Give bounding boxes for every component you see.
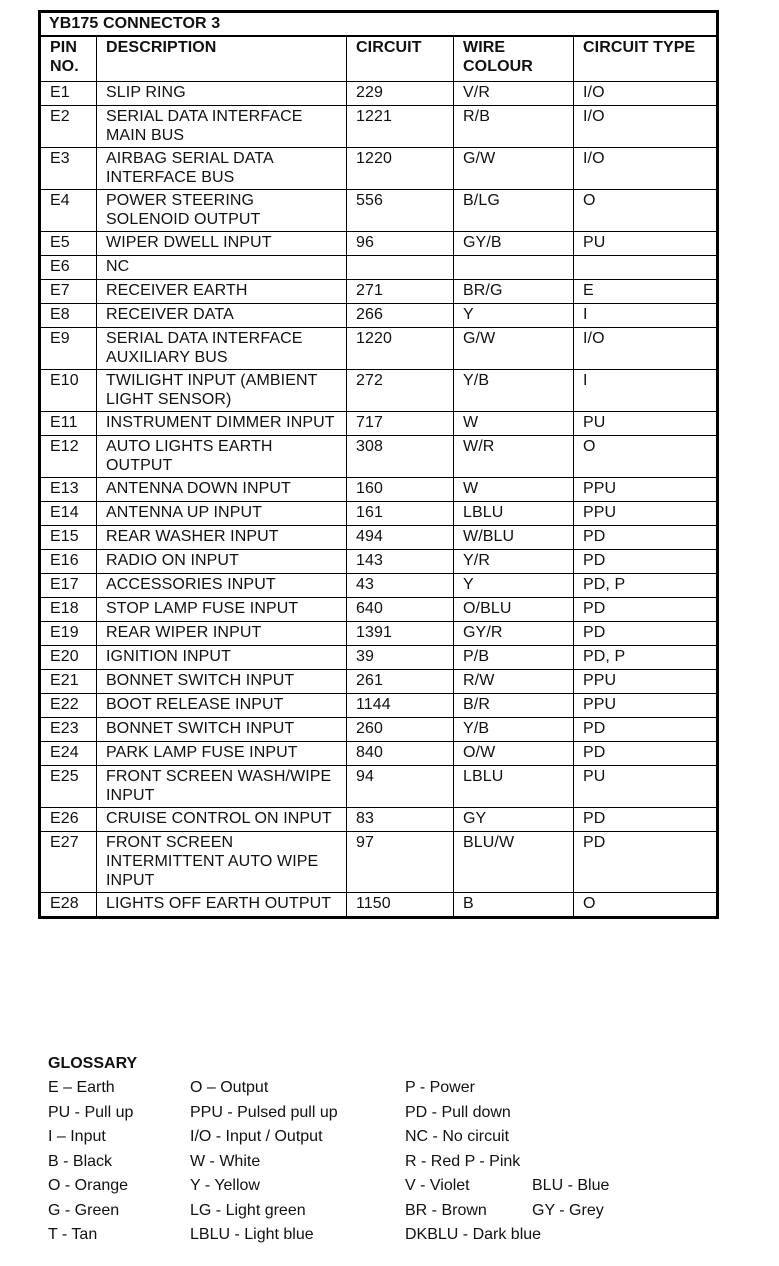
glossary-entry: PD - Pull down — [405, 1103, 511, 1121]
glossary-entry: V - Violet — [405, 1177, 470, 1194]
pin-cell: E3 — [40, 148, 97, 190]
circuit-type-cell: PD — [574, 622, 718, 646]
glossary-entry: LG - Light green — [190, 1201, 306, 1219]
header-wire-colour: WIRE COLOUR — [454, 36, 574, 82]
pin-cell: E18 — [40, 598, 97, 622]
glossary-entry: P - Power — [405, 1079, 475, 1096]
pin-cell: E5 — [40, 232, 97, 256]
pin-cell: E2 — [40, 106, 97, 148]
circuit-cell: 94 — [347, 766, 454, 808]
glossary-row — [48, 1103, 748, 1128]
circuit-type-cell: I/O — [574, 328, 718, 370]
description-cell: ANTENNA DOWN INPUT — [97, 478, 347, 502]
circuit-cell: 640 — [347, 598, 454, 622]
circuit-type-cell: O — [574, 436, 718, 478]
glossary-title: GLOSSARY — [48, 1055, 138, 1072]
glossary-entry: BLU - Blue — [532, 1177, 610, 1194]
circuit-type-cell: E — [574, 280, 718, 304]
table-row — [40, 232, 718, 256]
table-row — [40, 256, 718, 280]
glossary-entry: W - White — [190, 1152, 261, 1170]
table-row — [40, 526, 718, 550]
description-cell: SERIAL DATA INTERFACE AUXILIARY BUS — [97, 328, 347, 370]
wire-colour-cell: W — [454, 478, 574, 502]
wire-colour-cell: B — [454, 893, 574, 918]
pin-cell: E1 — [40, 82, 97, 106]
circuit-type-cell: PD — [574, 598, 718, 622]
circuit-type-cell: PD — [574, 742, 718, 766]
wire-colour-cell: LBLU — [454, 502, 574, 526]
description-cell: FRONT SCREEN WASH/WIPE INPUT — [97, 766, 347, 808]
description-cell: SLIP RING — [97, 82, 347, 106]
glossary-entry: LBLU - Light blue — [190, 1226, 314, 1243]
circuit-type-cell: PD — [574, 550, 718, 574]
header-description: DESCRIPTION — [97, 36, 347, 82]
circuit-type-cell: I/O — [574, 82, 718, 106]
pin-cell: E15 — [40, 526, 97, 550]
wire-colour-cell: B/LG — [454, 190, 574, 232]
description-cell: WIPER DWELL INPUT — [97, 232, 347, 256]
pin-cell: E24 — [40, 742, 97, 766]
glossary-entry: T - Tan — [48, 1226, 98, 1243]
circuit-type-cell: PPU — [574, 478, 718, 502]
pin-cell: E21 — [40, 670, 97, 694]
circuit-cell: 494 — [347, 526, 454, 550]
description-cell: AIRBAG SERIAL DATA INTERFACE BUS — [97, 148, 347, 190]
pin-cell: E17 — [40, 574, 97, 598]
table-row — [40, 82, 718, 106]
circuit-cell: 43 — [347, 574, 454, 598]
table-row — [40, 550, 718, 574]
circuit-type-cell: PD — [574, 718, 718, 742]
wire-colour-cell: P/B — [454, 646, 574, 670]
circuit-cell: 143 — [347, 550, 454, 574]
wire-colour-cell: Y/R — [454, 550, 574, 574]
table-row — [40, 574, 718, 598]
description-cell: REAR WASHER INPUT — [97, 526, 347, 550]
circuit-cell: 272 — [347, 370, 454, 412]
glossary-entry: Y - Yellow — [190, 1177, 260, 1194]
description-cell: AUTO LIGHTS EARTH OUTPUT — [97, 436, 347, 478]
circuit-type-cell: PD, P — [574, 574, 718, 598]
description-cell: RECEIVER EARTH — [97, 280, 347, 304]
circuit-cell: 260 — [347, 718, 454, 742]
circuit-type-cell: PU — [574, 232, 718, 256]
glossary-entry: E – Earth — [48, 1079, 115, 1096]
glossary-entry: I/O - Input / Output — [190, 1128, 323, 1145]
circuit-type-cell: I/O — [574, 148, 718, 190]
wire-colour-cell: W/BLU — [454, 526, 574, 550]
glossary-row — [48, 1225, 748, 1250]
circuit-type-cell: PU — [574, 412, 718, 436]
header-circuit-type: CIRCUIT TYPE — [574, 36, 718, 82]
pin-cell: E4 — [40, 190, 97, 232]
circuit-cell: 1220 — [347, 328, 454, 370]
pin-cell: E16 — [40, 550, 97, 574]
wire-colour-cell: G/W — [454, 328, 574, 370]
table-row — [40, 304, 718, 328]
description-cell: BONNET SWITCH INPUT — [97, 670, 347, 694]
glossary-entry: O – Output — [190, 1079, 269, 1096]
glossary — [48, 1054, 748, 1250]
wire-colour-cell: R/B — [454, 106, 574, 148]
description-cell: LIGHTS OFF EARTH OUTPUT — [97, 893, 347, 918]
description-cell: REAR WIPER INPUT — [97, 622, 347, 646]
description-cell: IGNITION INPUT — [97, 646, 347, 670]
wire-colour-cell: GY/B — [454, 232, 574, 256]
pin-cell: E10 — [40, 370, 97, 412]
pin-cell: E7 — [40, 280, 97, 304]
circuit-type-cell: PPU — [574, 502, 718, 526]
description-cell: FRONT SCREEN INTERMITTENT AUTO WIPE INPUT — [97, 832, 347, 893]
glossary-entry: GY - Grey — [532, 1201, 604, 1219]
table-title: YB175 CONNECTOR 3 — [40, 12, 718, 37]
table-row — [40, 646, 718, 670]
glossary-entry: O - Orange — [48, 1177, 129, 1194]
pin-cell: E19 — [40, 622, 97, 646]
glossary-rows — [48, 1078, 748, 1250]
table-row — [40, 766, 718, 808]
wire-colour-cell: W — [454, 412, 574, 436]
glossary-row — [48, 1176, 748, 1201]
wire-colour-cell: O/BLU — [454, 598, 574, 622]
wire-colour-cell: LBLU — [454, 766, 574, 808]
table-row — [40, 478, 718, 502]
circuit-cell: 161 — [347, 502, 454, 526]
circuit-type-cell: PD, P — [574, 646, 718, 670]
wire-colour-cell: O/W — [454, 742, 574, 766]
glossary-entry: BR - Brown — [405, 1201, 487, 1219]
pin-cell: E27 — [40, 832, 97, 893]
circuit-type-cell: O — [574, 893, 718, 918]
circuit-type-cell: PD — [574, 832, 718, 893]
glossary-row — [48, 1152, 748, 1177]
wire-colour-cell: W/R — [454, 436, 574, 478]
wire-colour-cell: GY — [454, 808, 574, 832]
circuit-cell: 1221 — [347, 106, 454, 148]
circuit-cell: 266 — [347, 304, 454, 328]
table-row — [40, 808, 718, 832]
table-row — [40, 670, 718, 694]
description-cell: SERIAL DATA INTERFACE MAIN BUS — [97, 106, 347, 148]
circuit-cell: 97 — [347, 832, 454, 893]
circuit-type-cell: PPU — [574, 694, 718, 718]
circuit-cell: 717 — [347, 412, 454, 436]
wire-colour-cell: GY/R — [454, 622, 574, 646]
pin-cell: E6 — [40, 256, 97, 280]
circuit-type-cell: O — [574, 190, 718, 232]
circuit-cell: 271 — [347, 280, 454, 304]
description-cell: POWER STEERING SOLENOID OUTPUT — [97, 190, 347, 232]
glossary-entry: R - Red P - Pink — [405, 1152, 521, 1170]
table-row — [40, 622, 718, 646]
glossary-entry: PPU - Pulsed pull up — [190, 1103, 338, 1121]
description-cell: ANTENNA UP INPUT — [97, 502, 347, 526]
circuit-cell: 96 — [347, 232, 454, 256]
circuit-type-cell: PD — [574, 526, 718, 550]
table-row — [40, 148, 718, 190]
description-cell: BONNET SWITCH INPUT — [97, 718, 347, 742]
wire-colour-cell: BLU/W — [454, 832, 574, 893]
pin-cell: E28 — [40, 893, 97, 918]
circuit-cell: 1220 — [347, 148, 454, 190]
description-cell: NC — [97, 256, 347, 280]
pin-cell: E20 — [40, 646, 97, 670]
glossary-row — [48, 1078, 748, 1103]
glossary-entry: B - Black — [48, 1152, 113, 1170]
wire-colour-cell: B/R — [454, 694, 574, 718]
circuit-cell: 160 — [347, 478, 454, 502]
circuit-cell: 556 — [347, 190, 454, 232]
table-row — [40, 412, 718, 436]
table-row — [40, 832, 718, 893]
description-cell: RADIO ON INPUT — [97, 550, 347, 574]
table-row — [40, 436, 718, 478]
circuit-type-cell: PD — [574, 808, 718, 832]
pin-cell: E8 — [40, 304, 97, 328]
wire-colour-cell: Y/B — [454, 370, 574, 412]
table-row — [40, 328, 718, 370]
circuit-type-cell: PU — [574, 766, 718, 808]
table-body — [40, 82, 718, 918]
circuit-type-cell: I/O — [574, 106, 718, 148]
wire-colour-cell: R/W — [454, 670, 574, 694]
header-pin-no: PIN NO. — [40, 36, 97, 82]
table-row — [40, 718, 718, 742]
wire-colour-cell: G/W — [454, 148, 574, 190]
glossary-entry: PU - Pull up — [48, 1103, 134, 1121]
description-cell: CRUISE CONTROL ON INPUT — [97, 808, 347, 832]
wire-colour-cell: Y — [454, 574, 574, 598]
wire-colour-cell: V/R — [454, 82, 574, 106]
table-row — [40, 742, 718, 766]
description-cell: STOP LAMP FUSE INPUT — [97, 598, 347, 622]
circuit-cell: 1391 — [347, 622, 454, 646]
table-row — [40, 280, 718, 304]
pin-cell: E9 — [40, 328, 97, 370]
circuit-cell: 83 — [347, 808, 454, 832]
circuit-cell: 261 — [347, 670, 454, 694]
description-cell: RECEIVER DATA — [97, 304, 347, 328]
description-cell: TWILIGHT INPUT (AMBIENT LIGHT SENSOR) — [97, 370, 347, 412]
table-row — [40, 893, 718, 918]
glossary-entry: I – Input — [48, 1128, 106, 1145]
description-cell: INSTRUMENT DIMMER INPUT — [97, 412, 347, 436]
table-row — [40, 106, 718, 148]
glossary-entry: G - Green — [48, 1201, 120, 1219]
glossary-entry: NC - No circuit — [405, 1128, 510, 1145]
circuit-cell: 39 — [347, 646, 454, 670]
pin-cell: E23 — [40, 718, 97, 742]
circuit-cell: 1150 — [347, 893, 454, 918]
connector-pinout-table — [38, 10, 719, 919]
glossary-entry: DKBLU - Dark blue — [405, 1226, 542, 1243]
circuit-type-cell: PPU — [574, 670, 718, 694]
description-cell: BOOT RELEASE INPUT — [97, 694, 347, 718]
pin-cell: E14 — [40, 502, 97, 526]
pin-cell: E25 — [40, 766, 97, 808]
glossary-row — [48, 1127, 748, 1152]
circuit-type-cell: I — [574, 304, 718, 328]
pin-cell: E13 — [40, 478, 97, 502]
pin-cell: E11 — [40, 412, 97, 436]
wire-colour-cell — [454, 256, 574, 280]
table-row — [40, 370, 718, 412]
circuit-cell: 229 — [347, 82, 454, 106]
pin-cell: E22 — [40, 694, 97, 718]
glossary-row — [48, 1201, 748, 1226]
table-row — [40, 598, 718, 622]
description-cell: PARK LAMP FUSE INPUT — [97, 742, 347, 766]
wire-colour-cell: BR/G — [454, 280, 574, 304]
circuit-type-cell: I — [574, 370, 718, 412]
table-row — [40, 190, 718, 232]
table-row — [40, 694, 718, 718]
description-cell: ACCESSORIES INPUT — [97, 574, 347, 598]
circuit-type-cell — [574, 256, 718, 280]
circuit-cell — [347, 256, 454, 280]
wire-colour-cell: Y/B — [454, 718, 574, 742]
pin-cell: E26 — [40, 808, 97, 832]
table-row — [40, 502, 718, 526]
circuit-cell: 840 — [347, 742, 454, 766]
wire-colour-cell: Y — [454, 304, 574, 328]
header-circuit: CIRCUIT — [347, 36, 454, 82]
circuit-cell: 1144 — [347, 694, 454, 718]
circuit-cell: 308 — [347, 436, 454, 478]
pin-cell: E12 — [40, 436, 97, 478]
